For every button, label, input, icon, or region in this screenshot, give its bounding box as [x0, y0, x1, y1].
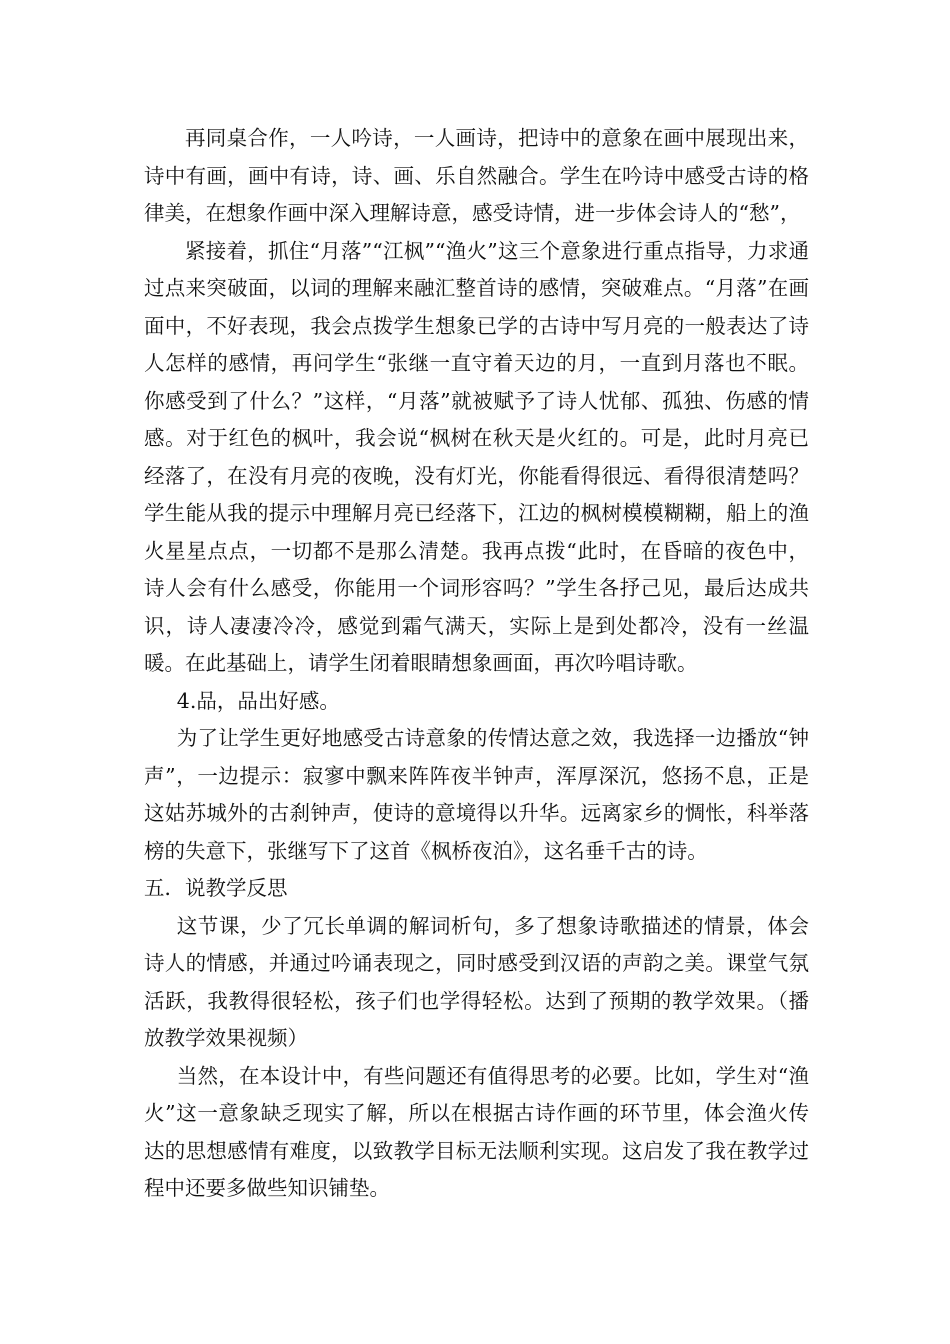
paragraph-reflection-issues: 当然，在本设计中，有些问题还有值得思考的必要。比如，学生对“渔火”这一意象缺乏现实了解，所以在根据古诗作画的环节里，体会渔火传达的思想感情有难度，以致教学目标无法顺利实现。这启发了我在教学过程中还要多做些知识铺垫。 — [144, 1063, 809, 1200]
paragraph-bell-sound: 为了让学生更好地感受古诗意象的传情达意之效，我选择一边播放“钟声”，一边提示：寂寥中飘来阵阵夜半钟声，浑厚深沉，悠扬不息，正是这姑苏城外的古刹钟声，使诗的意境得以升华。远离家乡的惆怅，科举落榜的失意下，张继写下了这首《枫桥夜泊》，这名垂千古的诗。 — [144, 726, 809, 863]
paragraph-reflection-summary: 这节课，少了冗长单调的解词析句，多了想象诗歌描述的情景，体会诗人的情感，并通过吟诵表现之，同时感受到汉语的声韵之美。课堂气氛活跃，我教得很轻松，孩子们也学得轻松。达到了预期的教学效果。（播放教学效果视频） — [144, 913, 809, 1050]
document-page — [144, 120, 809, 1208]
paragraph-imagery-guidance: 紧接着，抓住“月落”“江枫”“渔火”这三个意象进行重点指导，力求通过点来突破面，以词的理解来融汇整首诗的感情，突破难点。“月落”在画面中，不好表现，我会点拨学生想象已学的古诗中写月亮的一般表达了诗人怎样的感情，再问学生“张继一直守着天边的月，一直到月落也不眠。你感受到了什么？”这样，“月落”就被赋予了诗人忧郁、孤独、伤感的情感。对于红色的枫叶，我会说“枫树在秋天是火红的。可是，此时月亮已经落了，在没有月亮的夜晚，没有灯光，你能看得很远、看得很清楚吗？学生能从我的提示中理解月亮已经落下，江边的枫树模模糊糊，船上的渔火星星点点，一切都不是那么清楚。我再点拨“此时，在昏暗的夜色中，诗人会有什么感受，你能用一个词形容吗？”学生各抒己见，最后达成共识，诗人凄凄冷冷，感觉到霜气满天，实际上是到处都冷，没有一丝温暖。在此基础上，请学生闭着眼睛想象画面，再次吟唱诗歌。 — [144, 238, 809, 675]
section-heading-reflection: 五．说教学反思 — [144, 876, 288, 900]
section-heading-appreciate: 4.品，品出好感。 — [176, 688, 340, 713]
paragraph-collaboration: 再同桌合作，一人吟诗，一人画诗，把诗中的意象在画中展现出来，诗中有画，画中有诗，诗、画、乐自然融合。学生在吟诗中感受古诗的格律美，在想象作画中深入理解诗意，感受诗情，进一步体会诗人的“愁”， — [144, 126, 809, 225]
